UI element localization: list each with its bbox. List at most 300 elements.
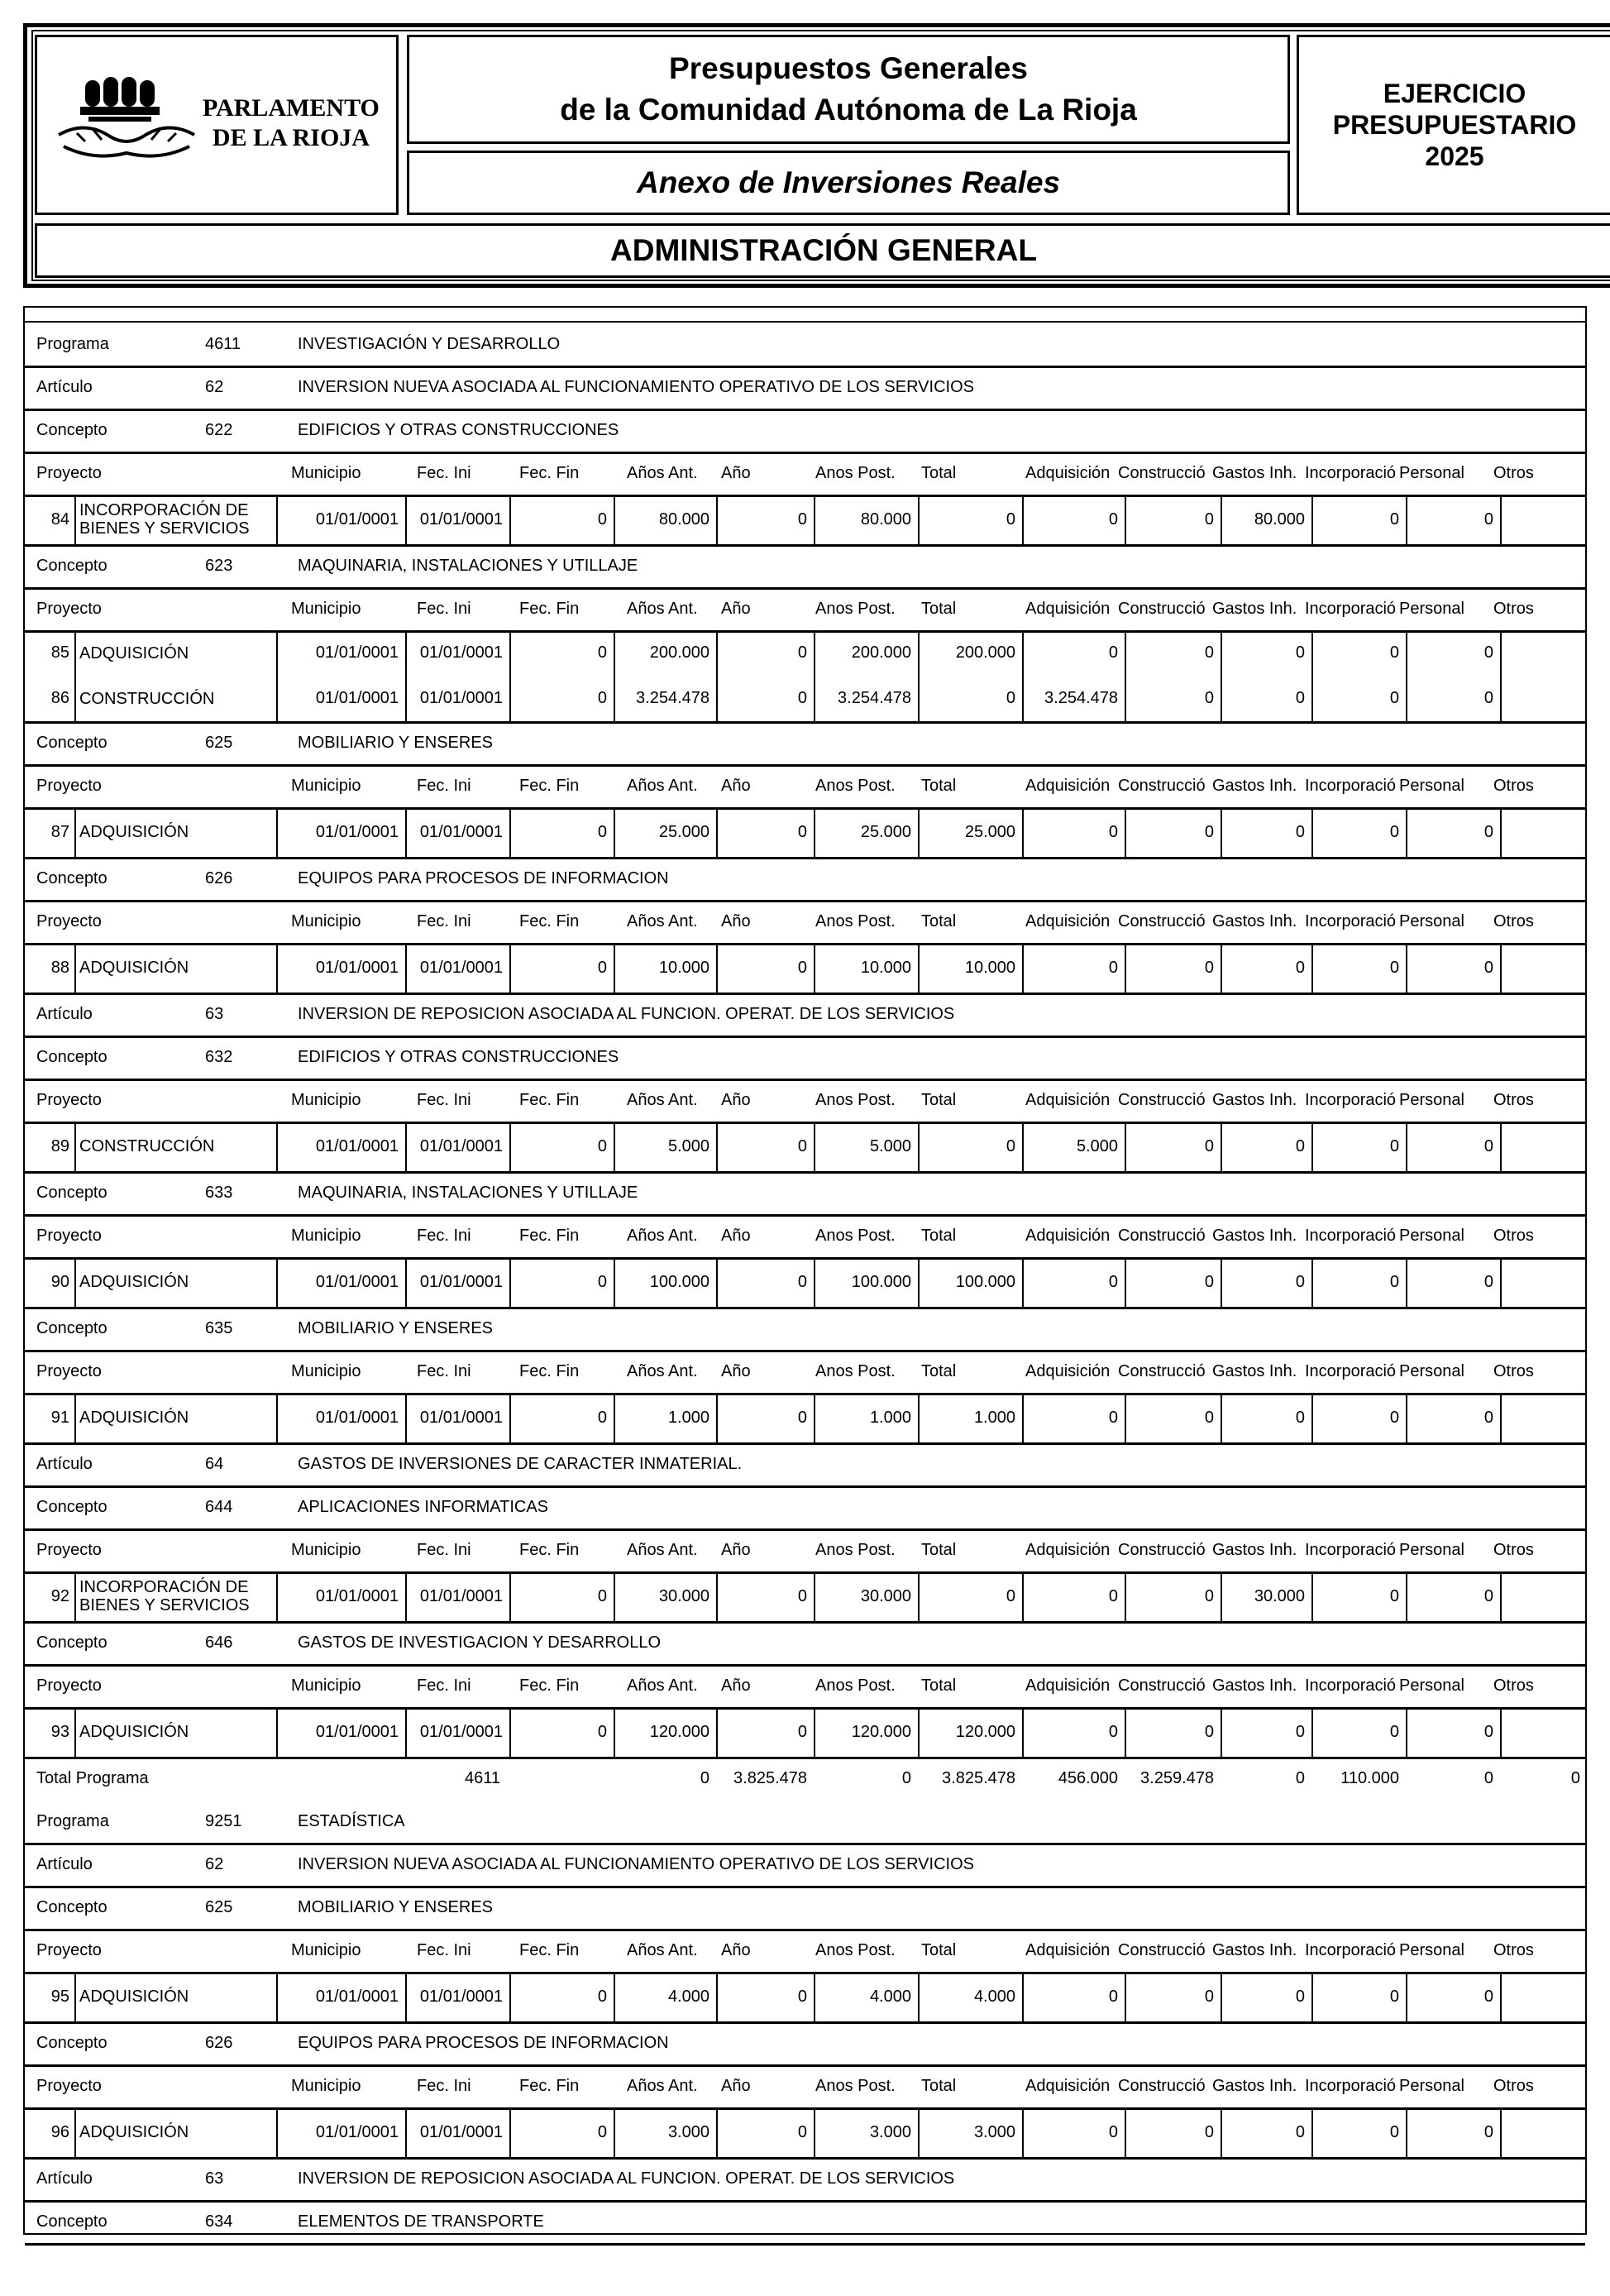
project-value: 01/01/0001 xyxy=(419,1272,503,1291)
column-header: Personal xyxy=(1399,1540,1464,1559)
column-header: Años Ant. xyxy=(627,599,698,618)
level-label: Concepto xyxy=(36,868,107,887)
column-header: Fec. Fin xyxy=(519,776,580,795)
column-header: Municipio xyxy=(291,1090,361,1109)
column-header: Total xyxy=(921,1361,957,1380)
level-row xyxy=(25,1485,1585,1528)
column-header: Proyecto xyxy=(36,776,102,795)
level-description: EDIFICIOS Y OTRAS CONSTRUCCIONES xyxy=(298,1047,619,1066)
level-code: 626 xyxy=(205,868,233,887)
level-code: 64 xyxy=(205,1454,224,1473)
project-value: 0 xyxy=(1295,1987,1305,2006)
project-value: 0 xyxy=(1483,643,1493,662)
column-header: Proyecto xyxy=(36,463,102,482)
level-label: Concepto xyxy=(36,556,107,575)
project-number: 92 xyxy=(50,1586,69,1605)
column-header: Total xyxy=(921,599,957,618)
project-name: INCORPORACIÓN DE BIENES Y SERVICIOS xyxy=(79,1578,250,1614)
project-value: 01/01/0001 xyxy=(419,1408,503,1427)
title-box xyxy=(407,35,1290,144)
project-value: 0 xyxy=(1204,689,1214,707)
column-header: Gastos Inh. xyxy=(1212,1940,1297,1959)
level-row xyxy=(25,1442,1585,1485)
column-header: Incorporació xyxy=(1305,463,1396,482)
project-value: 0 xyxy=(1483,822,1493,841)
column-header: Años Ant. xyxy=(627,463,698,482)
project-value: 01/01/0001 xyxy=(315,689,399,707)
column-header: Fec. Ini xyxy=(417,911,471,930)
column-header: Construcció xyxy=(1118,2076,1206,2095)
project-number: 84 xyxy=(50,509,69,529)
project-name: ADQUISICIÓN xyxy=(79,1987,189,2006)
project-line xyxy=(25,1707,1585,1757)
project-value: 0 xyxy=(1108,1722,1118,1741)
level-row xyxy=(25,1171,1585,1214)
level-code: 63 xyxy=(205,1004,224,1023)
project-value: 01/01/0001 xyxy=(315,509,399,529)
column-header: Incorporació xyxy=(1305,1676,1396,1695)
project-value: 10.000 xyxy=(658,958,709,977)
column-header: Personal xyxy=(1399,2076,1464,2095)
column-header: Otros xyxy=(1493,2076,1534,2095)
level-code: 625 xyxy=(205,733,233,752)
column-header: Anos Post. xyxy=(815,776,896,795)
level-row xyxy=(25,2021,1585,2064)
project-name: ADQUISICIÓN xyxy=(79,823,189,841)
project-value: 01/01/0001 xyxy=(315,1586,399,1605)
column-header: Municipio xyxy=(291,599,361,618)
project-value: 0 xyxy=(597,1987,607,2006)
project-value: 0 xyxy=(797,1987,807,2006)
level-row xyxy=(25,323,1585,366)
column-header: Anos Post. xyxy=(815,1090,896,1109)
project-value: 0 xyxy=(797,1136,807,1155)
project-value: 80.000 xyxy=(860,509,911,529)
column-header: Otros xyxy=(1493,599,1534,618)
column-header: Fec. Ini xyxy=(417,776,471,795)
level-label: Concepto xyxy=(36,1047,107,1066)
project-value: 0 xyxy=(597,958,607,977)
level-description: ELEMENTOS DE TRANSPORTE xyxy=(298,2212,544,2231)
level-description: APLICACIONES INFORMATICAS xyxy=(298,1497,549,1516)
column-header: Construcció xyxy=(1118,1361,1206,1380)
level-code: 633 xyxy=(205,1183,233,1202)
column-header: Fec. Fin xyxy=(519,1226,580,1245)
column-header: Proyecto xyxy=(36,1676,102,1695)
column-header: Total xyxy=(921,776,957,795)
project-value: 0 xyxy=(1108,509,1118,529)
column-header: Construcció xyxy=(1118,1676,1206,1695)
project-value: 0 xyxy=(1108,1987,1118,2006)
project-value: 0 xyxy=(1204,1272,1214,1291)
project-value: 0 xyxy=(1295,2122,1305,2141)
level-description: MOBILIARIO Y ENSERES xyxy=(298,733,494,752)
column-header: Anos Post. xyxy=(815,1226,896,1245)
project-value: 3.000 xyxy=(869,2122,911,2141)
project-value: 0 xyxy=(1295,1722,1305,1741)
column-header: Año xyxy=(721,911,751,930)
column-header-row xyxy=(25,2064,1585,2107)
project-value: 1.000 xyxy=(869,1408,911,1427)
project-value: 01/01/0001 xyxy=(315,1408,399,1427)
project-value: 0 xyxy=(1295,689,1305,707)
project-number: 90 xyxy=(50,1272,69,1291)
column-header: Municipio xyxy=(291,1940,361,1959)
level-description: INVERSION DE REPOSICION ASOCIADA AL FUNCION. OPERAT. DE LOS SERVICIOS xyxy=(298,1004,955,1023)
project-number: 88 xyxy=(50,958,69,977)
project-value: 0 xyxy=(1483,2122,1493,2141)
title-line-2: de la Comunidad Autónoma de La Rioja xyxy=(560,93,1137,127)
ejercicio-line-1: EJERCICIO xyxy=(1383,79,1526,108)
level-description: INVERSION NUEVA ASOCIADA AL FUNCIONAMIENTO OPERATIVO DE LOS SERVICIOS xyxy=(298,377,974,396)
column-header: Otros xyxy=(1493,776,1534,795)
column-header: Fec. Fin xyxy=(519,599,580,618)
project-value: 01/01/0001 xyxy=(315,1722,399,1741)
project-value: 0 xyxy=(797,1586,807,1605)
level-row xyxy=(25,544,1585,587)
level-label: Concepto xyxy=(36,2033,107,2052)
project-line xyxy=(25,2107,1585,2157)
column-header: Otros xyxy=(1493,1226,1534,1245)
project-value: 0 xyxy=(1483,1586,1493,1605)
project-value: 01/01/0001 xyxy=(419,822,503,841)
column-header: Adquisición xyxy=(1025,1940,1111,1959)
project-value: 120.000 xyxy=(649,1722,709,1741)
project-value: 0 xyxy=(1204,1586,1214,1605)
column-header: Adquisición xyxy=(1025,776,1111,795)
project-value: 01/01/0001 xyxy=(419,958,503,977)
project-number: 87 xyxy=(50,822,69,841)
column-header: Años Ant. xyxy=(627,911,698,930)
column-header: Total xyxy=(921,1676,957,1695)
column-header: Fec. Fin xyxy=(519,1940,580,1959)
column-header: Anos Post. xyxy=(815,463,896,482)
column-header: Fec. Ini xyxy=(417,463,471,482)
project-line xyxy=(25,676,1585,721)
project-value: 0 xyxy=(1006,509,1015,529)
column-header: Municipio xyxy=(291,1226,361,1245)
column-header: Adquisición xyxy=(1025,2076,1111,2095)
ejercicio-box xyxy=(1297,35,1610,215)
column-header: Total xyxy=(921,1940,957,1959)
project-value: 0 xyxy=(597,1136,607,1155)
column-header: Adquisición xyxy=(1025,463,1111,482)
project-value: 3.000 xyxy=(667,2122,709,2141)
project-value: 0 xyxy=(1389,958,1399,977)
column-header: Año xyxy=(721,2076,751,2095)
level-description: ESTADÍSTICA xyxy=(298,1811,405,1830)
column-header: Gastos Inh. xyxy=(1212,463,1297,482)
column-header: Incorporació xyxy=(1305,911,1396,930)
column-header: Años Ant. xyxy=(627,2076,698,2095)
project-value: 0 xyxy=(597,1586,607,1605)
level-row xyxy=(25,1036,1585,1079)
logo-text-line-2: DE LA RIOJA xyxy=(212,124,370,151)
column-header: Proyecto xyxy=(36,1940,102,1959)
project-value: 0 xyxy=(1204,1136,1214,1155)
project-value: 0 xyxy=(797,1408,807,1427)
column-header: Personal xyxy=(1399,463,1464,482)
column-header: Municipio xyxy=(291,911,361,930)
level-row xyxy=(25,2200,1585,2243)
project-line xyxy=(25,630,1585,676)
column-header: Total xyxy=(921,1226,957,1245)
project-value: 0 xyxy=(1204,509,1214,529)
column-header: Anos Post. xyxy=(815,1676,896,1695)
column-header: Fec. Fin xyxy=(519,1090,580,1109)
column-header: Construcció xyxy=(1118,911,1206,930)
project-name: ADQUISICIÓN xyxy=(79,1723,189,1741)
project-value: 0 xyxy=(1204,1408,1214,1427)
project-value: 01/01/0001 xyxy=(419,689,503,707)
column-header: Municipio xyxy=(291,1676,361,1695)
level-code: 63 xyxy=(205,2169,224,2188)
data-row xyxy=(25,1571,1585,1621)
column-header: Construcció xyxy=(1118,463,1206,482)
column-header: Proyecto xyxy=(36,2076,102,2095)
project-value: 01/01/0001 xyxy=(315,958,399,977)
project-value: 10.000 xyxy=(964,958,1015,977)
project-line xyxy=(25,1393,1585,1442)
title-line-1: Presupuestos Generales xyxy=(669,51,1028,85)
project-value: 0 xyxy=(1389,1408,1399,1427)
column-header: Fec. Ini xyxy=(417,1676,471,1695)
column-header: Incorporació xyxy=(1305,776,1396,795)
column-header: Anos Post. xyxy=(815,911,896,930)
level-description: INVESTIGACIÓN Y DESARROLLO xyxy=(298,334,561,353)
project-number: 95 xyxy=(50,1987,69,2006)
project-value: 5.000 xyxy=(667,1136,709,1155)
total-value: 110.000 xyxy=(1340,1768,1399,1787)
total-code: 4611 xyxy=(465,1768,501,1787)
level-row xyxy=(25,1800,1585,1843)
project-value: 0 xyxy=(797,1272,807,1291)
column-header: Municipio xyxy=(291,2076,361,2095)
project-value: 3.254.478 xyxy=(1044,689,1118,707)
level-label: Artículo xyxy=(36,2169,93,2188)
project-value: 0 xyxy=(1006,1136,1015,1155)
column-header: Proyecto xyxy=(36,599,102,618)
project-value: 01/01/0001 xyxy=(315,1987,399,2006)
column-header: Proyecto xyxy=(36,1090,102,1109)
project-value: 0 xyxy=(1483,1722,1493,1741)
column-header: Municipio xyxy=(291,463,361,482)
project-value: 0 xyxy=(797,643,807,662)
level-code: 634 xyxy=(205,2212,233,2231)
project-name: ADQUISICIÓN xyxy=(79,2123,189,2141)
project-number: 86 xyxy=(50,689,69,707)
level-row xyxy=(25,993,1585,1036)
level-description: EQUIPOS PARA PROCESOS DE INFORMACION xyxy=(298,868,669,887)
column-header: Adquisición xyxy=(1025,1361,1111,1380)
column-header: Gastos Inh. xyxy=(1212,1540,1297,1559)
project-value: 0 xyxy=(597,1272,607,1291)
project-value: 0 xyxy=(797,958,807,977)
column-header: Otros xyxy=(1493,463,1534,482)
total-value: 3.825.478 xyxy=(733,1768,807,1787)
total-row xyxy=(25,1757,1585,1800)
project-value: 0 xyxy=(1295,1408,1305,1427)
column-header: Gastos Inh. xyxy=(1212,2076,1297,2095)
column-header: Gastos Inh. xyxy=(1212,911,1297,930)
row-rule xyxy=(25,2243,1585,2246)
column-header-row xyxy=(25,587,1585,630)
project-value: 01/01/0001 xyxy=(419,1987,503,2006)
logo-text-line-1: PARLAMENTO xyxy=(203,94,380,122)
project-value: 0 xyxy=(1204,958,1214,977)
project-value: 200.000 xyxy=(649,643,709,662)
column-header: Construcció xyxy=(1118,599,1206,618)
column-header: Anos Post. xyxy=(815,1361,896,1380)
project-name: INCORPORACIÓN DE BIENES Y SERVICIOS xyxy=(79,501,250,538)
level-code: 62 xyxy=(205,377,224,396)
column-header: Personal xyxy=(1399,1361,1464,1380)
level-code: 9251 xyxy=(205,1811,242,1830)
project-value: 0 xyxy=(1389,1722,1399,1741)
data-row xyxy=(25,943,1585,993)
level-row xyxy=(25,721,1585,764)
level-code: 632 xyxy=(205,1047,233,1066)
level-row xyxy=(25,1886,1585,1929)
project-value: 30.000 xyxy=(658,1586,709,1605)
column-header: Otros xyxy=(1493,1676,1534,1695)
column-header: Otros xyxy=(1493,911,1534,930)
data-row xyxy=(25,807,1585,857)
project-value: 01/01/0001 xyxy=(419,1586,503,1605)
project-value: 0 xyxy=(1204,1987,1214,2006)
level-label: Artículo xyxy=(36,1854,93,1873)
level-code: 4611 xyxy=(205,334,241,353)
column-header: Anos Post. xyxy=(815,2076,896,2095)
level-row xyxy=(25,2157,1585,2200)
total-value: 0 xyxy=(1570,1768,1580,1787)
column-header: Año xyxy=(721,1090,751,1109)
project-value: 01/01/0001 xyxy=(419,1136,503,1155)
column-header: Incorporació xyxy=(1305,1940,1396,1959)
level-label: Programa xyxy=(36,334,109,353)
level-label: Concepto xyxy=(36,1633,107,1652)
project-value: 01/01/0001 xyxy=(315,1272,399,1291)
section-title: ADMINISTRACIÓN GENERAL xyxy=(35,223,1610,278)
project-value: 4.000 xyxy=(667,1987,709,2006)
parlamento-logo-icon xyxy=(52,70,201,170)
project-value: 0 xyxy=(1389,1987,1399,2006)
project-value: 0 xyxy=(1295,1272,1305,1291)
project-value: 0 xyxy=(1483,1987,1493,2006)
level-code: 646 xyxy=(205,1633,233,1652)
project-value: 0 xyxy=(1483,509,1493,529)
project-name: ADQUISICIÓN xyxy=(79,959,189,977)
level-row xyxy=(25,857,1585,900)
column-header: Gastos Inh. xyxy=(1212,1676,1297,1695)
level-label: Artículo xyxy=(36,377,93,396)
column-header: Personal xyxy=(1399,776,1464,795)
project-name: CONSTRUCCIÓN xyxy=(79,689,215,708)
project-line xyxy=(25,943,1585,993)
level-description: GASTOS DE INVESTIGACION Y DESARROLLO xyxy=(298,1633,662,1652)
project-value: 0 xyxy=(1483,1136,1493,1155)
total-value: 0 xyxy=(1483,1768,1493,1787)
level-label: Concepto xyxy=(36,733,107,752)
column-header: Adquisición xyxy=(1025,1226,1111,1245)
column-header-row xyxy=(25,1528,1585,1571)
project-value: 10.000 xyxy=(860,958,911,977)
project-value: 0 xyxy=(1108,822,1118,841)
project-value: 120.000 xyxy=(955,1722,1015,1741)
project-value: 0 xyxy=(1389,1136,1399,1155)
total-value: 456.000 xyxy=(1058,1768,1118,1787)
column-header: Construcció xyxy=(1118,776,1206,795)
column-header: Años Ant. xyxy=(627,1940,698,1959)
column-header: Proyecto xyxy=(36,1361,102,1380)
project-value: 0 xyxy=(597,509,607,529)
project-value: 01/01/0001 xyxy=(315,2122,399,2141)
data-row xyxy=(25,1972,1585,2021)
project-value: 01/01/0001 xyxy=(419,509,503,529)
column-header: Año xyxy=(721,776,751,795)
column-header: Años Ant. xyxy=(627,776,698,795)
column-header: Incorporació xyxy=(1305,2076,1396,2095)
level-label: Concepto xyxy=(36,2212,107,2231)
level-description: EDIFICIOS Y OTRAS CONSTRUCCIONES xyxy=(298,420,619,439)
project-name: CONSTRUCCIÓN xyxy=(79,1137,215,1155)
level-code: 644 xyxy=(205,1497,233,1516)
column-header: Fec. Ini xyxy=(417,599,471,618)
project-value: 0 xyxy=(1108,958,1118,977)
project-value: 1.000 xyxy=(667,1408,709,1427)
project-value: 0 xyxy=(1295,1136,1305,1155)
project-value: 3.254.478 xyxy=(838,689,911,707)
column-header: Fec. Ini xyxy=(417,2076,471,2095)
project-value: 80.000 xyxy=(1254,509,1305,529)
project-value: 0 xyxy=(1295,822,1305,841)
column-header: Fec. Ini xyxy=(417,1361,471,1380)
column-header: Años Ant. xyxy=(627,1226,698,1245)
column-header: Total xyxy=(921,1540,957,1559)
column-header: Otros xyxy=(1493,1540,1534,1559)
project-value: 0 xyxy=(1295,958,1305,977)
project-value: 4.000 xyxy=(973,1987,1015,2006)
column-header: Adquisición xyxy=(1025,1540,1111,1559)
project-value: 0 xyxy=(597,643,607,662)
project-value: 01/01/0001 xyxy=(419,1722,503,1741)
column-header: Personal xyxy=(1399,1226,1464,1245)
logo-box xyxy=(35,35,399,215)
column-header: Otros xyxy=(1493,1090,1534,1109)
column-header: Fec. Ini xyxy=(417,1226,471,1245)
project-value: 0 xyxy=(597,1722,607,1741)
project-value: 01/01/0001 xyxy=(315,1136,399,1155)
column-header: Personal xyxy=(1399,911,1464,930)
column-header-row xyxy=(25,900,1585,943)
column-header: Incorporació xyxy=(1305,1540,1396,1559)
column-header: Proyecto xyxy=(36,1540,102,1559)
column-header-row xyxy=(25,764,1585,807)
column-header: Adquisición xyxy=(1025,1090,1111,1109)
column-header: Año xyxy=(721,1940,751,1959)
level-label: Concepto xyxy=(36,420,107,439)
level-row xyxy=(25,1621,1585,1664)
column-header: Adquisición xyxy=(1025,599,1111,618)
column-header: Fec. Fin xyxy=(519,2076,580,2095)
column-header: Personal xyxy=(1399,599,1464,618)
column-header: Fec. Ini xyxy=(417,1540,471,1559)
project-number: 96 xyxy=(50,2122,69,2141)
column-header: Otros xyxy=(1493,1361,1534,1380)
project-value: 0 xyxy=(1108,1408,1118,1427)
project-value: 4.000 xyxy=(869,1987,911,2006)
level-code: 623 xyxy=(205,556,233,575)
